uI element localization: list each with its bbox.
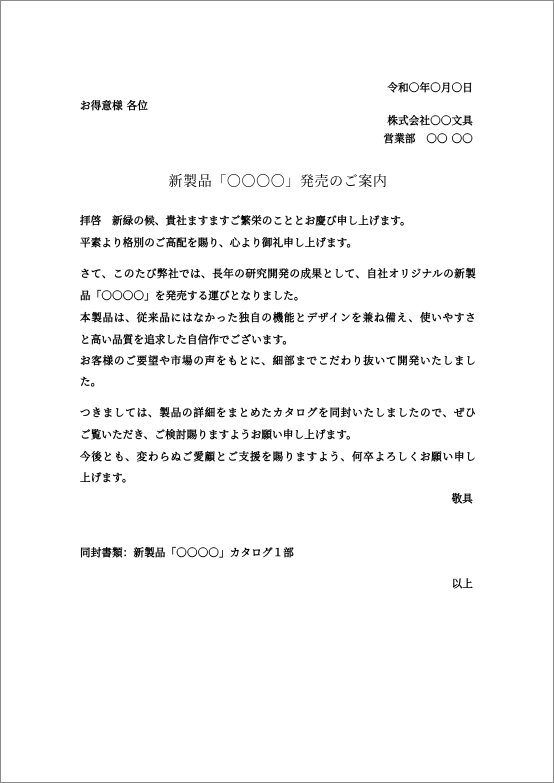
body-line: 品「〇〇〇〇」を発売する運びとなりました。 <box>80 290 305 302</box>
body-line: た。 <box>80 376 102 388</box>
body-line: 拝啓 新緑の候、貴社ますますご繁栄のこととお慶び申し上げます。 <box>80 215 411 227</box>
letter-date: 令和〇年〇月〇日 <box>387 82 473 94</box>
body-line: と高い品質を追求した自信作でございます。 <box>80 334 294 346</box>
body-line: さて、このたび弊社では、長年の研究開発の成果として、自社オリジナルの新製 <box>80 268 476 280</box>
body-line: 上げます。 <box>80 472 133 484</box>
body-line: 今後とも、変わらぬご愛顧とご支援を賜りますよう、何卒よろしくお願い申し <box>80 451 476 463</box>
body-line: お客様のご要望や市場の声をもとに、細部までこだわり抜いて開発いたしまし <box>80 355 476 367</box>
letter-recipient: お得意様 各位 <box>80 100 149 112</box>
body-line: 本製品は、従来品にはなかった独自の機能とデザインを兼ね備え、使いやすさ <box>80 312 476 324</box>
body-line: つきましては、製品の詳細をまとめたカタログを同封いたしましたので、ぜひ <box>80 407 476 419</box>
closing-remark: 敬具 <box>451 493 473 505</box>
enclosure-note: 同封書類：新製品「〇〇〇〇」カタログ１部 <box>80 547 294 559</box>
end-mark: 以上 <box>451 578 473 590</box>
body-line: 平素より格別のご高配を賜り、心より御礼申し上げます。 <box>80 237 358 249</box>
letter-title: 新製品「〇〇〇〇」発売のご案内 <box>168 174 388 190</box>
body-line: ご覧いただき、ご検討賜りますようお願い申し上げます。 <box>80 429 357 441</box>
sender-name: 営業部 〇〇 〇〇 <box>383 133 473 145</box>
sender-company: 株式会社〇〇文具 <box>387 115 473 127</box>
